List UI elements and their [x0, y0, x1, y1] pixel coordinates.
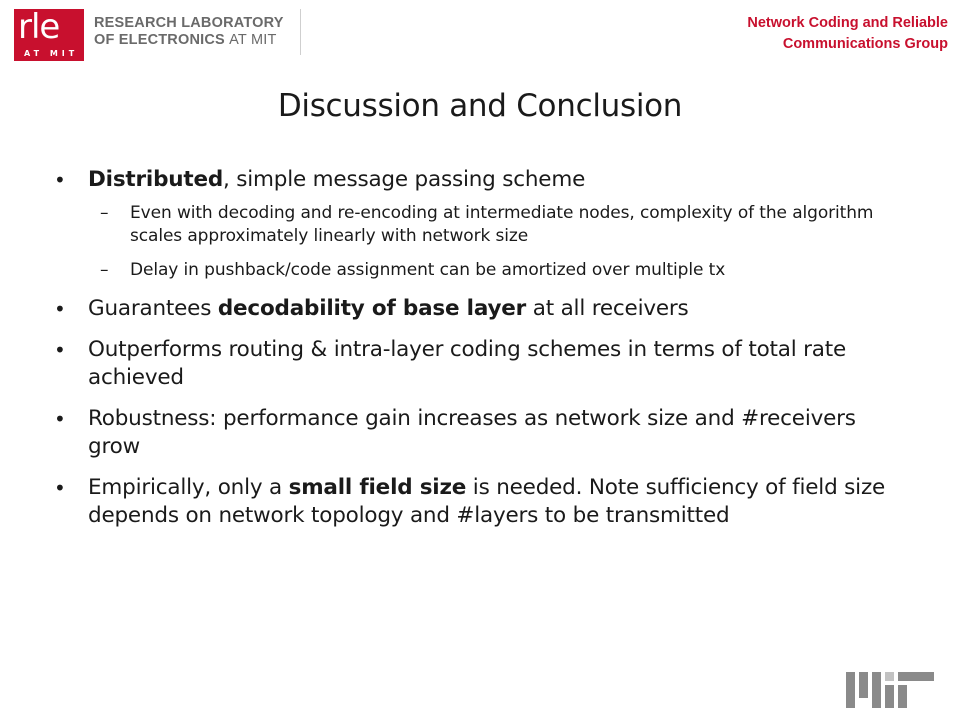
bullet-icon: •	[54, 297, 66, 321]
group-label	[688, 13, 948, 55]
mit-logo-bar	[898, 685, 907, 708]
slide-content	[50, 166, 910, 543]
mit-logo-bar	[846, 672, 855, 708]
rle-logo-at-mit: AT MIT	[24, 49, 79, 58]
sub-bullet-item	[88, 259, 910, 282]
bullet-icon: •	[54, 407, 66, 431]
mit-logo-bar	[898, 672, 934, 681]
bullet-pre-text: Guarantees	[88, 296, 218, 321]
bullet-item	[50, 474, 910, 530]
bullet-icon: •	[54, 168, 66, 192]
sub-bullet-item	[88, 202, 910, 248]
rle-logo-text: rle	[18, 7, 60, 47]
mit-logo	[846, 672, 938, 708]
lab-name-line-1: RESEARCH LABORATORY	[94, 15, 284, 31]
mit-logo-bar	[885, 672, 894, 681]
mit-logo-bar	[859, 672, 868, 698]
bullet-item	[50, 166, 910, 282]
bullet-bold-text: small field size	[288, 475, 467, 500]
bullet-text: Robustness: performance gain increases as network size and #receivers grow	[88, 406, 856, 459]
logo-divider	[300, 9, 301, 55]
bullet-item	[50, 336, 910, 392]
mit-logo-bar	[885, 685, 894, 708]
bullet-list	[50, 166, 910, 530]
sub-bullet-text: Even with decoding and re-encoding at intermediate nodes, complexity of the algorithm scales approximately linearly with network size	[130, 203, 874, 246]
lab-name-line-2-main: OF ELECTRONICS	[94, 32, 225, 48]
sub-bullet-text: Delay in pushback/code assignment can be amortized over multiple tx	[130, 260, 726, 280]
bullet-pre-text: Empirically, only a	[88, 475, 289, 500]
bullet-bold-text: Distributed	[88, 167, 224, 192]
mit-logo-bar	[872, 672, 881, 708]
bullet-text: at all receivers	[526, 296, 689, 321]
lab-name-line-2-suffix: AT MIT	[229, 32, 277, 48]
group-label-line-1: Network Coding and Reliable	[747, 15, 948, 31]
bullet-icon: •	[54, 338, 66, 362]
dash-icon: –	[100, 260, 109, 280]
bullet-bold-text: decodability of base layer	[217, 296, 527, 321]
lab-name	[94, 15, 304, 49]
bullet-text: is needed. Note sufficiency of field size depends on network topology and #layers to be transmitted	[88, 475, 886, 528]
bullet-item	[50, 295, 910, 323]
dash-icon: –	[100, 203, 109, 223]
slide-title: Discussion and Conclusion	[277, 88, 683, 124]
lab-name-line-2	[94, 32, 304, 49]
group-label-line-2: Communications Group	[782, 36, 948, 52]
bullet-text: , simple message passing scheme	[223, 167, 586, 192]
bullet-text: Outperforms routing & intra-layer coding schemes in terms of total rate achieved	[88, 337, 847, 390]
rle-logo-mark	[14, 9, 84, 61]
bullet-icon: •	[54, 476, 66, 500]
bullet-item	[50, 405, 910, 461]
sub-bullet-list	[88, 202, 910, 282]
